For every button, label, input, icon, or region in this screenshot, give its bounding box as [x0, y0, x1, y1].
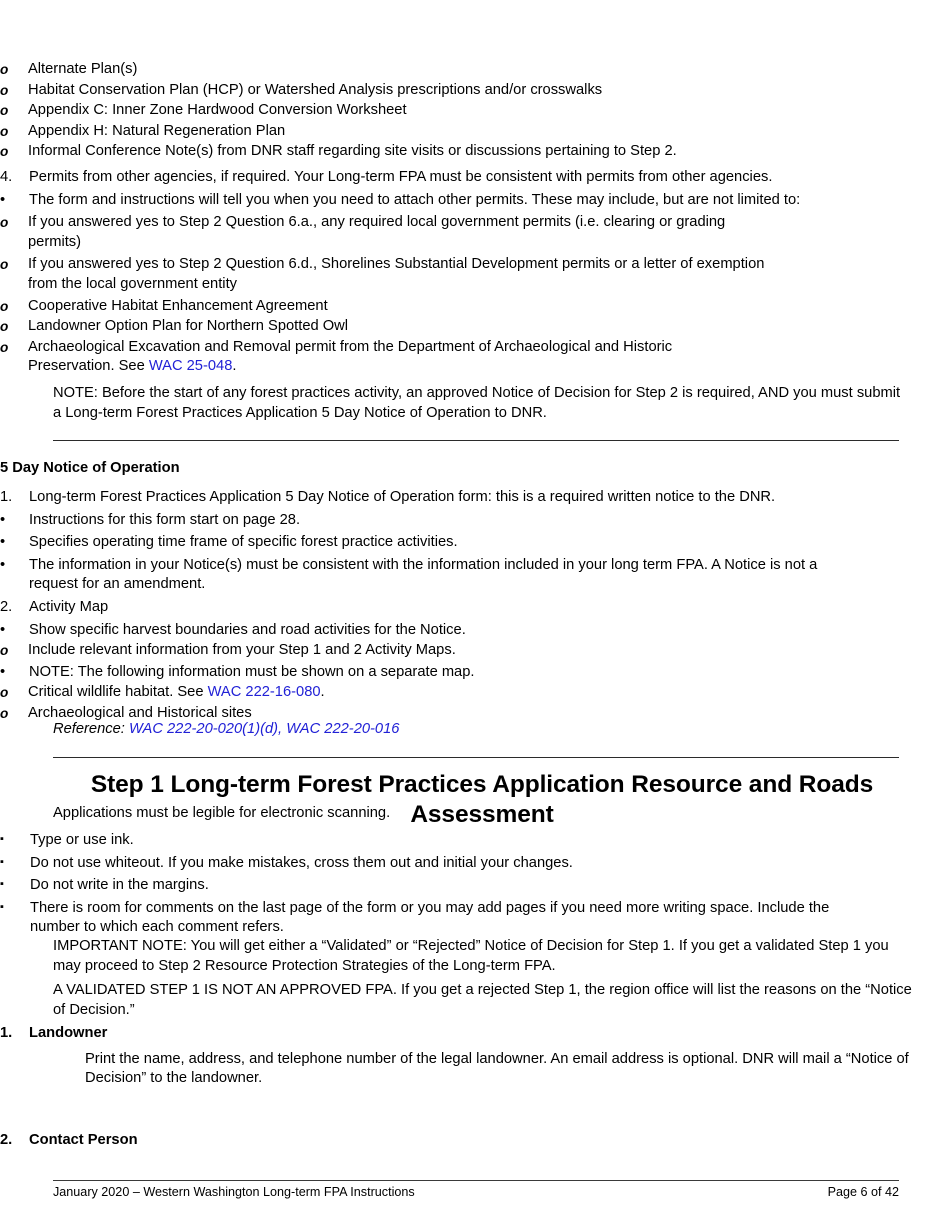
list-item-archaeological — [0, 338, 950, 377]
list-item — [0, 831, 950, 851]
list-item — [0, 255, 950, 294]
list-item — [0, 621, 950, 641]
list-item-label: Appendix C: Inner Zone Hardwood Conversion Worksheet — [28, 102, 407, 119]
list-item-label: Cooperative Habitat Enhancement Agreement — [28, 297, 328, 314]
five-day-item-1 — [0, 488, 950, 596]
numbered-item-4 — [0, 168, 950, 378]
circle-bullet-icon — [0, 213, 28, 233]
dot-bullet-icon — [0, 191, 29, 211]
contact-person-heading: Contact Person — [29, 1132, 138, 1148]
numbered-item-text: Permits from other agencies, if required. Your Long-term FPA must be consistent with permits from other agencies. — [29, 169, 773, 185]
square-bullet-icon — [0, 853, 30, 873]
step1-rules-list — [0, 831, 950, 939]
list-item-label: The form and instructions will tell you when you need to attach other permits. These may include, but are not limited to: — [29, 191, 801, 208]
archaeological-suffix: . — [232, 358, 237, 375]
critical-wildlife-suffix: . — [320, 684, 325, 701]
list-item-label: Type or use ink. — [30, 832, 134, 848]
numbered-item — [0, 598, 950, 618]
list-number: 1. — [0, 1025, 13, 1041]
list-item-label — [28, 683, 950, 703]
circle-bullet-icon — [0, 255, 28, 275]
circle-bullet-icon — [0, 142, 28, 162]
circle-bullet-icon — [0, 297, 28, 317]
archaeological-prefix: Archaeological Excavation and Removal permit from the Department of Archaeological and Historic Preservation. See — [28, 338, 673, 375]
numbered-item-text: Long-term Forest Practices Application 5 Day Notice of Operation form: this is a required written notice to the DNR. — [29, 489, 776, 505]
list-item-label: The information in your Notice(s) must be consistent with the information included in your long term FPA. A Notice is not a request for an amendment. — [29, 556, 818, 593]
page-footer — [53, 1184, 899, 1200]
list-number: 4. — [0, 169, 13, 185]
landowner-heading: Landowner — [29, 1025, 108, 1041]
list-item-label: Informal Conference Note(s) from DNR staff regarding site visits or discussions pertaining to Step 2. — [28, 143, 677, 160]
list-item — [0, 876, 950, 896]
list-number: 1. — [0, 489, 13, 505]
list-item — [0, 899, 950, 938]
list-item — [0, 556, 950, 595]
step1-intro-text: Applications must be legible for electronic scanning. — [53, 805, 391, 821]
list-item-label: Habitat Conservation Plan (HCP) or Watershed Analysis prescriptions and/or crosswalks — [28, 81, 603, 98]
list-item-label: Specifies operating time frame of specific forest practice activities. — [29, 534, 458, 551]
validated-note-paragraph: A VALIDATED STEP 1 IS NOT AN APPROVED FPA. If you get a rejected Step 1, the region office will list the reasons on the “Notice of Decision.” — [53, 982, 912, 1018]
square-bullet-icon — [0, 898, 30, 918]
page-number: Page 6 of 42 — [827, 1185, 899, 1199]
list-item-label: There is room for comments on the last page of the form or you may add pages if you need more writing space. Include the number to which each comment refers. — [30, 899, 830, 936]
list-item — [0, 122, 950, 142]
landowner-body-text: Print the name, address, and telephone number of the legal landowner. An email address is optional. DNR will mail a “Notice of Decision” to the landowner. — [85, 1050, 909, 1087]
note-paragraph — [53, 384, 908, 423]
list-item — [0, 297, 950, 317]
list-item — [0, 854, 950, 874]
attachments-list — [0, 60, 950, 163]
circle-bullet-icon — [0, 641, 28, 661]
list-item — [0, 641, 950, 661]
list-number: 2. — [0, 599, 13, 615]
section-heading-five-day: 5 Day Notice of Operation — [0, 460, 180, 476]
circle-bullet-icon — [0, 683, 28, 703]
list-item — [0, 317, 950, 337]
list-item — [0, 511, 950, 531]
list-item-label: Landowner Option Plan for Northern Spotted Owl — [28, 318, 349, 335]
list-item-label: Show specific harvest boundaries and road activities for the Notice. — [29, 621, 466, 638]
reference-wac-links[interactable]: WAC 222-20-020(1)(d), WAC 222-20-016 — [128, 721, 400, 737]
list-item-label: If you answered yes to Step 2 Question 6.a., any required local government permits (i.e. clearing or grading permits) — [28, 214, 726, 250]
circle-bullet-icon — [0, 317, 28, 337]
list-item — [0, 142, 950, 162]
square-bullet-icon — [0, 875, 30, 895]
dot-bullet-icon — [0, 663, 29, 683]
reference-label: Reference: — [53, 721, 129, 737]
circle-bullet-icon — [0, 704, 28, 724]
footer-divider — [53, 1180, 899, 1181]
circle-bullet-icon — [0, 101, 28, 121]
list-item-label: Do not write in the margins. — [30, 877, 209, 894]
list-item-label: NOTE: The following information must be shown on a separate map. — [29, 663, 475, 680]
list-item — [0, 533, 950, 553]
critical-wildlife-prefix: Critical wildlife habitat. See — [28, 684, 208, 701]
reference-line — [53, 720, 399, 740]
wac-222-16-080-link[interactable]: WAC 222-16-080 — [207, 684, 321, 701]
list-item-label: Archaeological and Historical sites — [28, 704, 252, 721]
square-bullet-icon — [0, 830, 30, 850]
circle-bullet-icon — [0, 122, 28, 142]
list-number: 2. — [0, 1132, 13, 1148]
numbered-heading — [0, 1131, 950, 1151]
footer-left-text: January 2020 – Western Washington Long-term FPA Instructions — [53, 1185, 415, 1199]
list-item-label: If you answered yes to Step 2 Question 6.d., Shorelines Substantial Development permits or a letter of exemption from the local government entity — [28, 256, 765, 292]
list-item-label: Include relevant information from your Step 1 and 2 Activity Maps. — [28, 642, 456, 659]
important-note-paragraph: IMPORTANT NOTE: You will get either a “Validated” or “Rejected” Notice of Decision for Step 1. If you get a validated Step 1 you may proceed to Step 2 Resource Protection Strategies of the Long-term FPA. — [53, 938, 889, 974]
numbered-item-text: Activity Map — [29, 599, 109, 615]
list-item-label: Appendix H: Natural Regeneration Plan — [28, 122, 286, 139]
note-text: NOTE: Before the start of any forest practices activity, an approved Notice of Decision for Step 2 is required, AND you must submit a Long-term Forest Practices Application 5 Day Notice of Operation to DNR. — [53, 385, 901, 421]
list-item — [0, 213, 950, 252]
list-item-label: Instructions for this form start on page 28. — [29, 511, 301, 528]
five-day-item-2 — [0, 598, 950, 725]
circle-bullet-icon — [0, 81, 28, 101]
list-item — [0, 101, 950, 121]
circle-bullet-icon — [0, 60, 28, 80]
numbered-item — [0, 488, 950, 508]
list-item — [0, 60, 950, 80]
dot-bullet-icon — [0, 556, 29, 576]
dot-bullet-icon — [0, 533, 29, 553]
list-item — [0, 663, 950, 683]
circle-bullet-icon — [0, 338, 28, 358]
landowner-section — [0, 1024, 950, 1089]
page-title-step-1: Step 1 Long-term Forest Practices Application Resource and Roads Assessment — [90, 771, 874, 828]
list-item-label: Alternate Plan(s) — [28, 61, 138, 77]
list-item-critical-wildlife — [0, 683, 950, 703]
wac-25-048-link[interactable]: WAC 25-048 — [148, 358, 233, 375]
dot-bullet-icon — [0, 511, 29, 531]
dot-bullet-icon — [0, 621, 29, 641]
list-item — [0, 81, 950, 101]
list-item-label — [28, 338, 741, 377]
list-item — [0, 191, 950, 211]
section-divider — [53, 757, 899, 758]
contact-person-section — [0, 1131, 950, 1152]
list-item-label: Do not use whiteout. If you make mistakes, cross them out and initial your changes. — [30, 854, 573, 871]
numbered-heading — [0, 1024, 950, 1044]
numbered-item — [0, 168, 950, 188]
section-divider — [53, 440, 899, 441]
